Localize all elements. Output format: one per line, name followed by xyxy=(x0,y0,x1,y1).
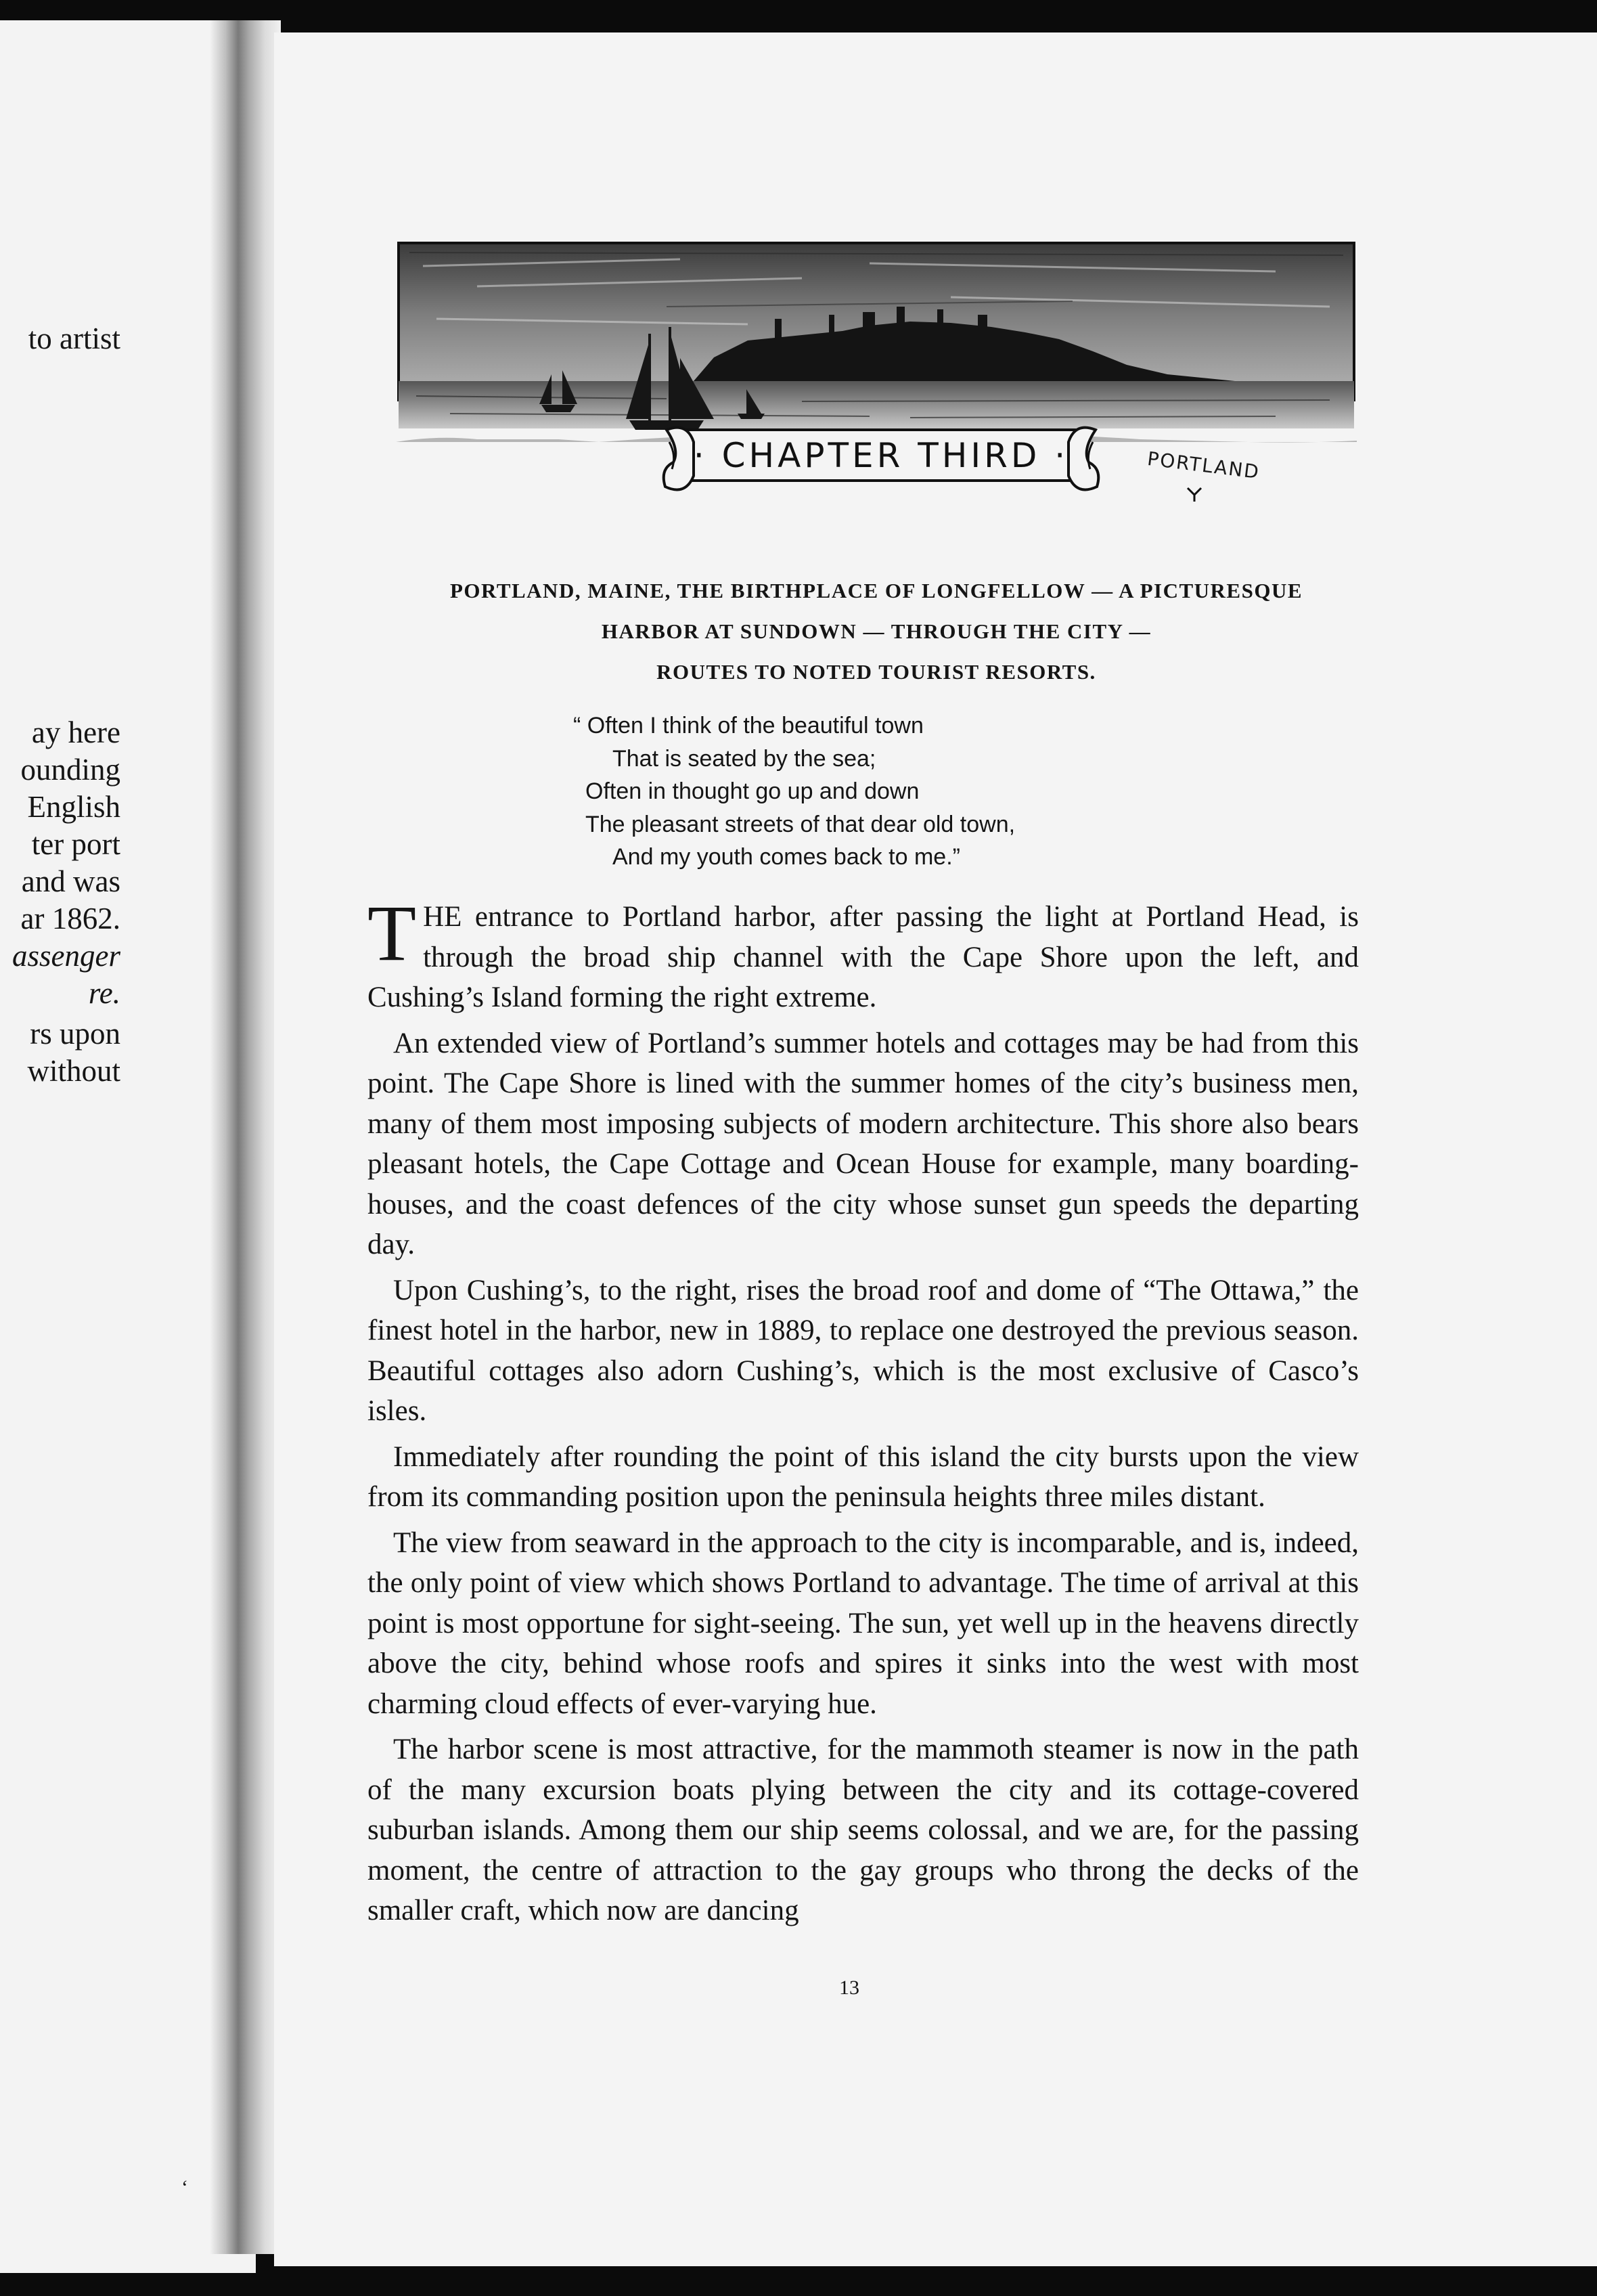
facing-page-line: re. xyxy=(88,976,120,1010)
facing-page-line: ounding xyxy=(20,753,120,787)
facing-page-line: to artist xyxy=(28,322,120,355)
heading-line: PORTLAND, MAINE, THE BIRTHPLACE OF LONGFELLOW — A PICTURESQUE xyxy=(449,579,1303,602)
facing-page-line: ay here xyxy=(31,715,120,749)
facing-page-line: rs upon xyxy=(30,1017,120,1051)
chapter-body xyxy=(367,889,1359,1937)
poem-line: “ Often I think of the beautiful town xyxy=(573,713,924,738)
first-word: HE xyxy=(423,901,462,933)
book-gutter xyxy=(210,20,281,2254)
facing-page-line: and was xyxy=(21,864,120,898)
poem-line: And my youth comes back to me.” xyxy=(612,844,960,870)
paragraph: Upon Cushing’s, to the right, rises the broad roof and dome of “The Ottawa,” the finest hotel in the harbor, new in 1889, to replace one destroyed the previous season. Beautiful cottages also adorn Cushing’s, which is the most exclusive of Casco’s isles. xyxy=(367,1274,1359,1427)
paragraph: Immediately after rounding the point of this island the city bursts upon the view from its commanding position upon the peninsula heights three miles distant. xyxy=(367,1440,1359,1513)
drop-cap: T xyxy=(367,889,417,977)
facing-page-line: ter port xyxy=(31,827,120,861)
heading-line: ROUTES TO NOTED TOURIST RESORTS. xyxy=(656,660,1096,684)
poem-line: The pleasant streets of that dear old town, xyxy=(585,811,1016,837)
facing-page-line: English xyxy=(27,790,120,824)
harbor-illustration xyxy=(396,239,1357,523)
illustration-signature: PORTLAND xyxy=(1146,447,1261,484)
paragraph: The view from seaward in the approach to the city is incomparable, and is, indeed, the only point of view which shows Portland to advantage. The time of arrival at this point is most opportune for sight-seeing. The sun, yet well up in the heavens directly above the city, behind whose roofs and spires it sinks into the west with most charming cloud effects of ever-varying hue. xyxy=(367,1526,1359,1720)
facing-page-line: ar 1862. xyxy=(20,902,120,935)
chapter-heading xyxy=(396,571,1357,692)
poem-line: Often in thought go up and down xyxy=(585,778,920,804)
facing-page-mark: ‘ xyxy=(181,2176,188,2199)
epigraph-poem xyxy=(573,709,1016,874)
facing-page-line: without xyxy=(27,1054,120,1088)
paragraph-text: entrance to Portland harbor, after passing the light at Portland Head, is through the broad ship channel with the Cape Shore upon the left, and Cushing’s Island forming the right extreme. xyxy=(367,901,1359,1013)
facing-page-line: assenger xyxy=(12,939,120,973)
paragraph xyxy=(367,889,1359,1018)
page-number: 13 xyxy=(839,1977,859,1999)
chapter-title: · CHAPTER THIRD · xyxy=(693,435,1069,475)
book-page xyxy=(274,32,1597,2266)
heading-line: HARBOR AT SUNDOWN — THROUGH THE CITY — xyxy=(601,619,1152,643)
paragraph: The harbor scene is most attractive, for the mammoth steamer is now in the path of the many excursion boats plying between the city and its cottage-covered suburban islands. Among them our ship seems colossal, and we are, for the passing moment, the centre of attraction to the gay groups who throng the decks of the smaller craft, which now are dancing xyxy=(367,1734,1359,1926)
poem-line: That is seated by the sea; xyxy=(612,745,876,772)
paragraph: An extended view of Portland’s summer hotels and cottages may be had from this point. The Cape Shore is lined with the summer homes of the city’s business men, many of them most imposing subjects of modern architecture. This shore also bears pleasant hotels, the Cape Cottage and Ocean House for example, many boarding-houses, and the coast defences of the city whose sunset gun speeds the departing day. xyxy=(367,1027,1359,1260)
chapter-banner xyxy=(396,239,1357,523)
